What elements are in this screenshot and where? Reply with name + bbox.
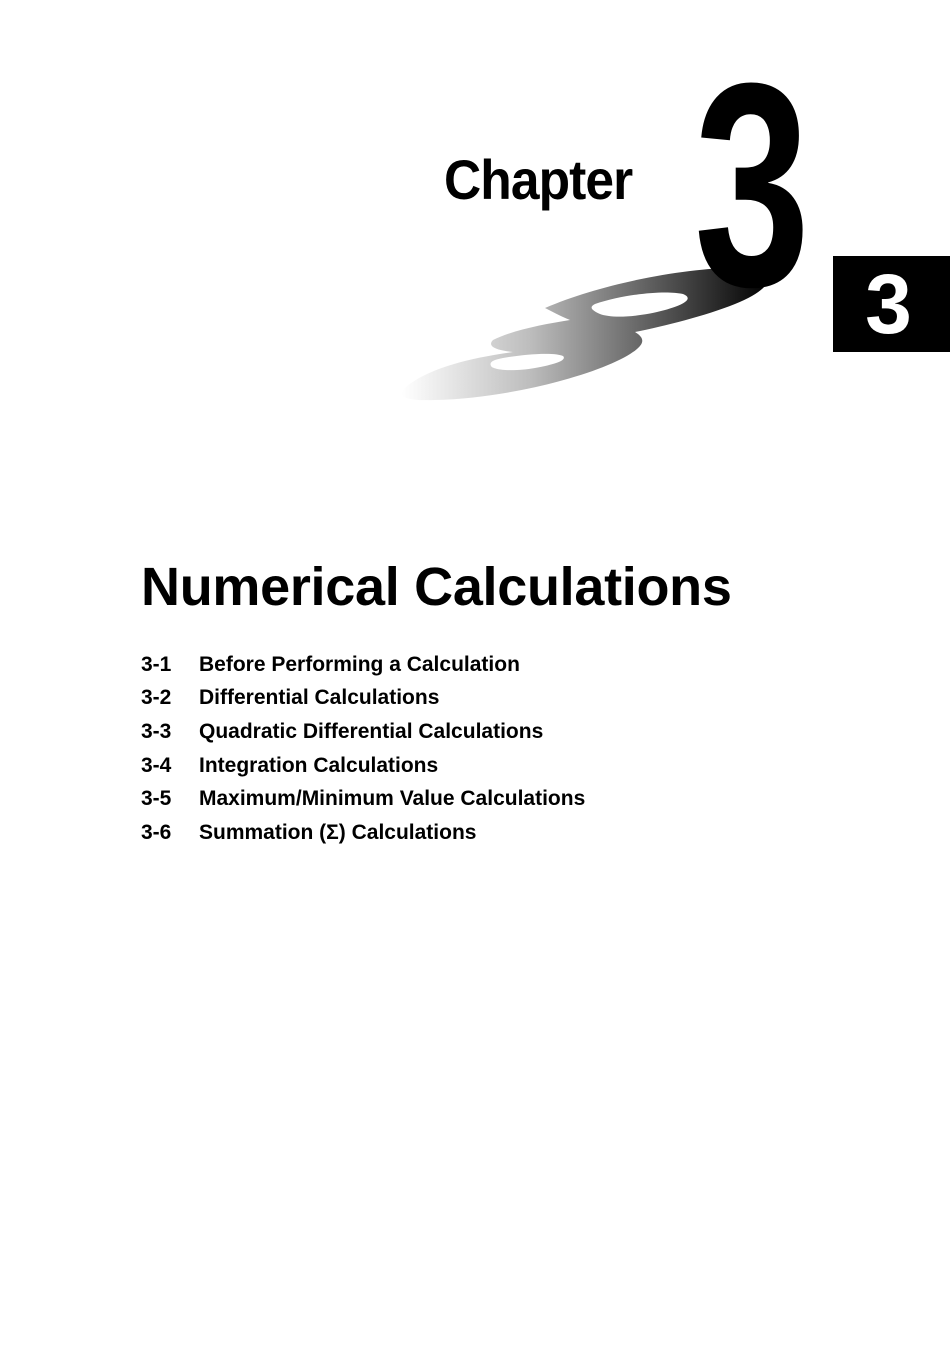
- toc-item: [141, 816, 585, 850]
- chapter-label: Chapter: [444, 148, 633, 211]
- toc-label: Maximum/Minimum Value Calculations: [199, 787, 586, 811]
- toc-label: Quadratic Differential Calculations: [199, 719, 544, 743]
- toc-number: 3-5: [141, 787, 172, 811]
- toc-label: Integration Calculations: [199, 753, 439, 777]
- chapter-tab: 3: [833, 256, 950, 352]
- toc-item: [141, 715, 585, 749]
- toc-item: [141, 682, 585, 716]
- toc-number: 3-4: [141, 753, 172, 777]
- toc-item: [141, 782, 585, 816]
- toc-number: 3-3: [141, 719, 172, 743]
- toc-label: Summation (Σ) Calculations: [199, 820, 477, 844]
- toc-number: 3-2: [141, 686, 172, 710]
- toc-number: 3-6: [141, 820, 172, 844]
- table-of-contents: [141, 648, 585, 850]
- toc-label: Before Performing a Calculation: [199, 652, 520, 676]
- chapter-number: 3: [694, 23, 811, 347]
- chapter-title: Numerical Calculations: [141, 557, 732, 617]
- toc-item: [141, 749, 585, 783]
- toc-item: [141, 648, 585, 682]
- toc-number: 3-1: [141, 652, 172, 676]
- toc-label: Differential Calculations: [199, 686, 440, 710]
